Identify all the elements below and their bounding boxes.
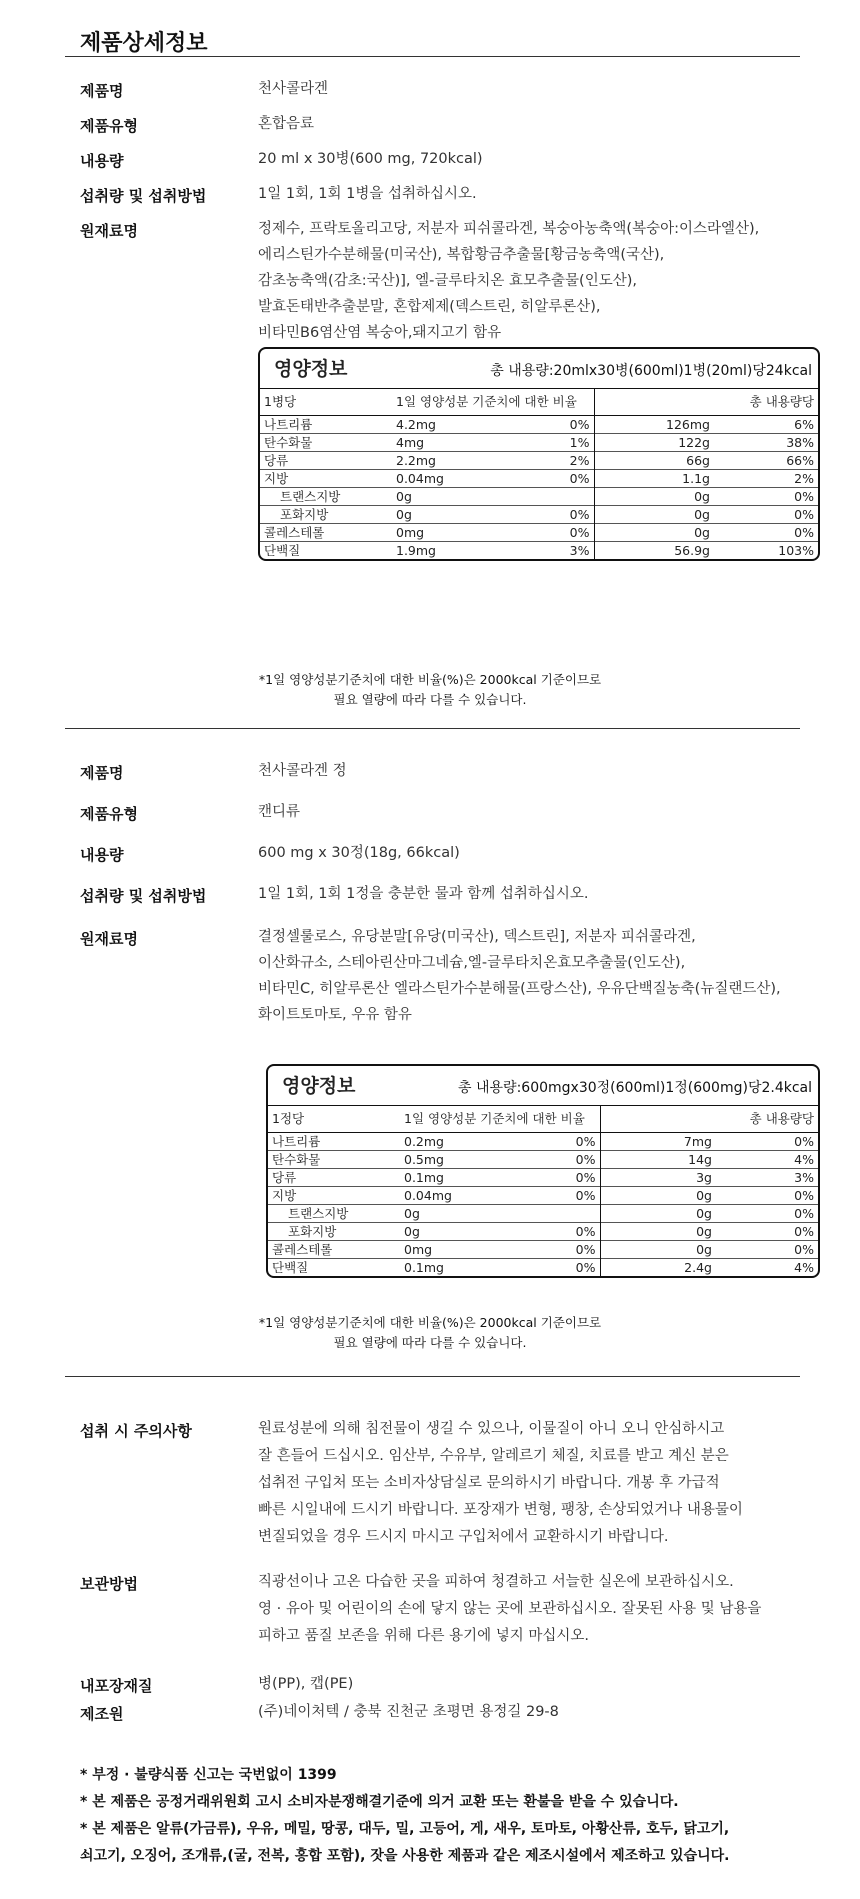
manufacturer-value: (주)네이처텍 / 충북 진천군 초평면 용정길 29-8: [258, 1704, 559, 1720]
nutrition-table-2: [266, 1064, 820, 1278]
nutrition-note-1: *1일 영양성분기준치에 대한 비율(%)은 2000kcal 기준이므로 필요 열량에 따라 다를 수 있습니다.: [258, 672, 602, 707]
footer-note: * 본 제품은 알류(가금류), 우유, 메밀, 땅콩, 대두, 밀, 고등어, 게, 새우, 토마토, 아황산류, 호두, 닭고기,: [80, 1821, 730, 1837]
product1-volume-label: 내용량: [80, 152, 124, 170]
packaging-label: 내포장재질: [80, 1677, 153, 1695]
table-row: 나트리륨 4.2mg 0% 126mg 6%: [260, 415, 818, 433]
product2-volume-label: 내용량: [80, 846, 124, 864]
nutrition-grid: [268, 1106, 818, 1276]
divider: [65, 728, 800, 729]
nutrition-title: 영양정보: [282, 1075, 356, 1097]
table-row: 콜레스테롤 0mg 0% 0g 0%: [260, 523, 818, 541]
table-row: 당류 2.2mg 2% 66g 66%: [260, 451, 818, 469]
table-row: 지방 0.04mg 0% 1.1g 2%: [260, 469, 818, 487]
nutrition-total: 총 내용량:20mlx30병(600ml)1병(20ml)당24kcal: [490, 363, 812, 379]
footer-note: * 부정 · 불량식품 신고는 국번없이 1399: [80, 1767, 337, 1783]
table-row: 포화지방 0g 0% 0g 0%: [268, 1222, 818, 1240]
nutrition-header-unit: 1정당: [272, 1111, 305, 1127]
nutrition-header-total: 총 내용량당: [600, 1106, 818, 1132]
table-row: 탄수화물 0.5mg 0% 14g 4%: [268, 1150, 818, 1168]
product2-name-label: 제품명: [80, 764, 124, 782]
nutrition-note-2: *1일 영양성분기준치에 대한 비율(%)은 2000kcal 기준이므로 필요 열량에 따라 다를 수 있습니다.: [258, 1315, 602, 1350]
storage-text: 직광선이나 고온 다습한 곳을 피하여 청결하고 서늘한 실온에 보관하십시오. 영 · 유아 및 어린이의 손에 닿지 않는 곳에 보관하십시오. 잘못된 사용 및 남용을 피하고 품질 보존을 위해 다른 용기에 넣지 마십시오.: [258, 1574, 762, 1644]
product1-name-value: 천사콜라겐: [258, 81, 329, 97]
nutrition-header-dv: 1일 영양성분 기준치에 대한 비율: [396, 394, 577, 410]
nutrition-header-dv: 1일 영양성분 기준치에 대한 비율: [404, 1111, 585, 1127]
table-row: 탄수화물 4mg 1% 122g 38%: [260, 433, 818, 451]
divider: [65, 1376, 800, 1377]
product1-intake-label: 섭취량 및 섭취방법: [80, 187, 207, 205]
product1-type-label: 제품유형: [80, 117, 138, 135]
table-row: 포화지방 0g 0% 0g 0%: [260, 505, 818, 523]
product2-volume-value: 600 mg x 30정(18g, 66kcal): [258, 845, 460, 861]
storage-label: 보관방법: [80, 1575, 138, 1593]
table-row: 당류 0.1mg 0% 3g 3%: [268, 1168, 818, 1186]
packaging-value: 병(PP), 캡(PE): [258, 1676, 354, 1692]
nutrition-total: 총 내용량:600mgx30정(600ml)1정(600mg)당2.4kcal: [458, 1080, 812, 1096]
footer-notes: [80, 1762, 729, 1870]
table-row: 트랜스지방 0g 0g 0%: [260, 487, 818, 505]
footer-note: * 본 제품은 공정거래위원회 고시 소비자분쟁해결기준에 의거 교환 또는 환불을 받을 수 있습니다.: [80, 1794, 679, 1810]
nutrition-header-unit: 1병당: [264, 394, 297, 410]
nutrition-grid: [260, 389, 818, 559]
product2-type-value: 캔디류: [258, 804, 301, 820]
nutrition-title: 영양정보: [274, 358, 348, 380]
table-row: 콜레스테롤 0mg 0% 0g 0%: [268, 1240, 818, 1258]
table-row: 트랜스지방 0g 0g 0%: [268, 1204, 818, 1222]
product2-ingredients-label: 원재료명: [80, 930, 138, 948]
product1-ingredients-value: 정제수, 프락토올리고당, 저분자 피쉬콜라겐, 복숭아농축액(복숭아:이스라엘산), 에리스틴가수분해물(미국산), 복합황금추출물[황금농축액(국산), 감초농축액(감초:국산)], 엘-글루타치온 효모추출물(인도산), 발효돈태반추출분말, 혼합제제(덱스트린, 히알루론산), 비타민B6염산염 복숭아,돼지고기 함유: [258, 221, 760, 341]
nutrition-table-1: [258, 347, 820, 561]
product1-intake-value: 1일 1회, 1회 1병을 섭취하십시오.: [258, 186, 477, 202]
product2-name-value: 천사콜라겐 정: [258, 763, 347, 779]
nutrition-header-total: 총 내용량당: [594, 389, 818, 415]
product2-ingredients-value: 결정셀룰로스, 유당분말[유당(미국산), 덱스트린], 저분자 피쉬콜라겐, 이산화규소, 스테아린산마그네슘,엘-글루타치온효모추출물(인도산), 비타민C, 히알루론산 엘라스틴가수분해물(프랑스산), 우유단백질농축(뉴질랜드산), 화이트토마토, 우유 함유: [258, 929, 781, 1023]
product2-intake-label: 섭취량 및 섭취방법: [80, 887, 207, 905]
product1-ingredients-label: 원재료명: [80, 222, 138, 240]
precautions-text: 원료성분에 의해 침전물이 생길 수 있으나, 이물질이 아니 오니 안심하시고 잘 흔들어 드십시오. 임산부, 수유부, 알레르기 체질, 치료를 받고 계신 분은 섭취전 구입처 또는 소비자상담실로 문의하시기 바랍니다. 개봉 후 가급적 빠른 시일내에 드시기 바랍니다. 포장재가 변형, 팽창, 손상되었거나 내용물이 변질되었을 경우 드시지 마시고 구입처에서 교환하시기 바랍니다.: [258, 1421, 743, 1545]
precautions-label: 섭취 시 주의사항: [80, 1422, 192, 1440]
product1-type-value: 혼합음료: [258, 116, 315, 132]
manufacturer-label: 제조원: [80, 1705, 124, 1723]
table-row: 나트리륨 0.2mg 0% 7mg 0%: [268, 1132, 818, 1150]
table-row: 단백질 1.9mg 3% 56.9g 103%: [260, 541, 818, 559]
page-title: 제품상세정보: [80, 31, 208, 56]
product2-intake-value: 1일 1회, 1회 1정을 충분한 물과 함께 섭취하십시오.: [258, 886, 589, 902]
product1-name-label: 제품명: [80, 82, 124, 100]
table-row: 단백질 0.1mg 0% 2.4g 4%: [268, 1258, 818, 1276]
footer-note: 쇠고기, 오징어, 조개류,(굴, 전복, 홍합 포함), 잣을 사용한 제품과 같은 제조시설에서 제조하고 있습니다.: [80, 1848, 730, 1864]
table-row: 지방 0.04mg 0% 0g 0%: [268, 1186, 818, 1204]
product2-type-label: 제품유형: [80, 805, 138, 823]
divider: [65, 56, 800, 57]
product1-volume-value: 20 ml x 30병(600 mg, 720kcal): [258, 151, 483, 167]
